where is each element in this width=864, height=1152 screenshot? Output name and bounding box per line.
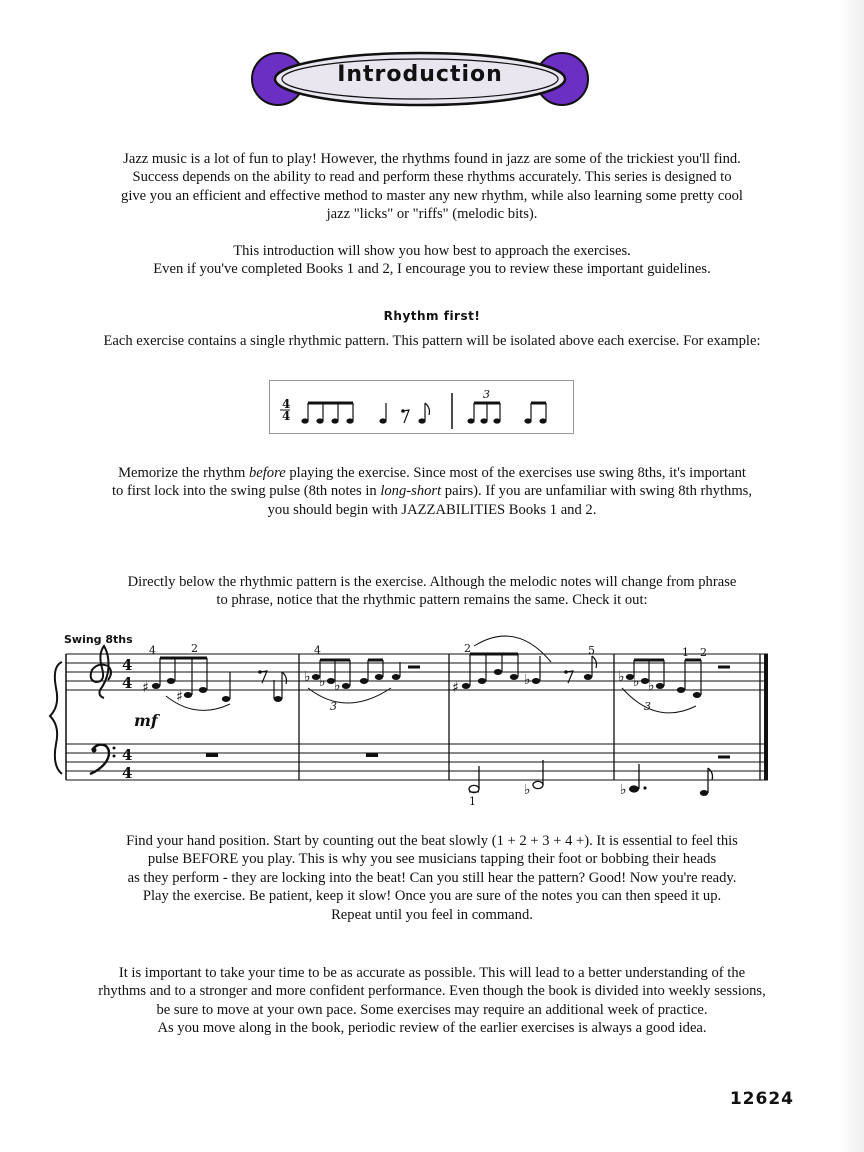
memorize-line bbox=[40, 464, 824, 482]
page-number: 12624 bbox=[729, 1089, 794, 1109]
fingering: 2 bbox=[700, 646, 707, 659]
important-line: As you move along in the book, periodic review of the earlier exercises is always a good idea. bbox=[157, 1020, 707, 1037]
svg-text:♯: ♯ bbox=[452, 680, 459, 696]
svg-text:♭: ♭ bbox=[304, 669, 311, 685]
fingering: 4 bbox=[314, 644, 321, 657]
svg-text:♭: ♭ bbox=[524, 782, 531, 798]
rhythm-time-sig-top: 4 bbox=[282, 397, 291, 411]
grand-staff bbox=[46, 626, 786, 808]
text-run: playing the exercise. Since most of the exercises use swing 8ths, it's important bbox=[285, 465, 746, 481]
svg-text:♯: ♯ bbox=[142, 680, 149, 696]
treble-time-sig-top: 4 bbox=[122, 656, 133, 674]
text-run: to first lock into the swing pulse (8th notes in bbox=[111, 483, 381, 500]
rhythm-example-box bbox=[269, 380, 574, 434]
rhythm-triplet-label: 3 bbox=[483, 388, 490, 401]
fingering: 4 bbox=[149, 644, 156, 657]
important-line: be sure to move at your own pace. Some exercises may require an additional week of practice. bbox=[156, 1001, 708, 1018]
hand-position-line: Repeat until you feel in command. bbox=[331, 906, 533, 923]
bass-time-sig-bottom: 4 bbox=[122, 764, 133, 782]
fingering: 2 bbox=[191, 642, 198, 655]
hand-position-line: pulse BEFORE you play. This is why you see musicians tapping their foot or bobbing their heads bbox=[147, 851, 717, 868]
memorize-line bbox=[40, 482, 824, 500]
approach-line: This introduction will show you how best to approach the exercises. bbox=[233, 243, 631, 259]
rhythm-intro-paragraph bbox=[40, 332, 824, 350]
directly-line: Directly below the rhythmic pattern is the exercise. Although the melodic notes will change from phrase bbox=[127, 574, 737, 590]
important-line: It is important to take your time to be as accurate as possible. This will lead to a better understanding of the bbox=[118, 965, 746, 981]
rhythm-first-heading: Rhythm first! bbox=[383, 309, 481, 323]
approach-line: Even if you've completed Books 1 and 2, I encourage you to review these important guidelines. bbox=[153, 261, 711, 278]
rhythm-intro-line: Each exercise contains a single rhythmic pattern. This pattern will be isolated above each exercise. For example: bbox=[103, 333, 761, 349]
treble-time-sig-bottom: 4 bbox=[122, 674, 133, 692]
intro-line: jazz "licks" or "riffs" (melodic bits). bbox=[326, 206, 538, 223]
rhythm-example-notation bbox=[270, 381, 573, 433]
intro-line: give you an efficient and effective method to master any new rhythm, while also learning some pretty cool bbox=[121, 187, 743, 204]
memorize-paragraph bbox=[40, 464, 824, 519]
hand-position-paragraph bbox=[40, 832, 824, 924]
emphasis-run: before bbox=[248, 465, 286, 481]
svg-text:♭: ♭ bbox=[334, 678, 341, 694]
important-paragraph bbox=[40, 964, 824, 1038]
triplet-label: 3 bbox=[644, 700, 651, 713]
triplet-label: 3 bbox=[330, 700, 337, 713]
directly-paragraph bbox=[40, 573, 824, 610]
page-title: Introduction bbox=[337, 62, 503, 87]
rhythm-time-sig-bottom: 4 bbox=[282, 409, 291, 423]
fingering: 1 bbox=[469, 795, 476, 808]
hand-position-line: Play the exercise. Be patient, keep it slow! Once you are sure of the notes you can then speed it up. bbox=[142, 888, 722, 905]
fingering: 1 bbox=[682, 646, 689, 659]
fingering: 2 bbox=[464, 642, 471, 655]
tempo-marking: Swing 8ths bbox=[64, 633, 133, 646]
hand-position-line: as they perform - they are locking into the beat! Can you still hear the pattern? Good! Now you're ready. bbox=[127, 869, 737, 886]
svg-text:♭: ♭ bbox=[319, 674, 326, 690]
svg-text:♭: ♭ bbox=[648, 678, 655, 694]
svg-text:♯: ♯ bbox=[176, 689, 183, 705]
directly-line: to phrase, notice that the rhythmic pattern remains the same. Check it out: bbox=[216, 592, 648, 609]
intro-line: Jazz music is a lot of fun to play! However, the rhythms found in jazz are some of the trickiest you'll find. bbox=[123, 151, 741, 167]
approach-paragraph bbox=[40, 242, 824, 279]
exercise-score bbox=[46, 626, 786, 808]
fingering: 5 bbox=[588, 644, 595, 657]
hand-position-line: Find your hand position. Start by counting out the beat slowly (1 + 2 + 3 + 4 +). It is essential to feel this bbox=[126, 833, 738, 849]
dynamic-marking: mf bbox=[134, 711, 158, 730]
important-line: rhythms and to a stronger and more confident performance. Even though the book is divided into weekly sessions, bbox=[98, 983, 766, 1000]
page-edge-shadow bbox=[838, 0, 864, 1152]
svg-text:♭: ♭ bbox=[620, 782, 627, 798]
svg-text:♭: ♭ bbox=[633, 674, 640, 690]
intro-paragraph bbox=[40, 150, 824, 224]
title-banner bbox=[250, 44, 590, 114]
text-run: Memorize the rhythm bbox=[118, 465, 249, 481]
memorize-line: you should begin with JAZZABILITIES Books 1 and 2. bbox=[267, 501, 597, 518]
svg-text:♭: ♭ bbox=[618, 669, 625, 685]
bass-time-sig-top: 4 bbox=[122, 746, 133, 764]
text-run: pairs). If you are unfamiliar with swing 8th rhythms, bbox=[441, 483, 753, 500]
svg-text:♭: ♭ bbox=[524, 672, 531, 688]
emphasis-run: long-short bbox=[380, 483, 442, 500]
intro-line: Success depends on the ability to read and perform these rhythms accurately. This series is designed to bbox=[132, 169, 732, 186]
